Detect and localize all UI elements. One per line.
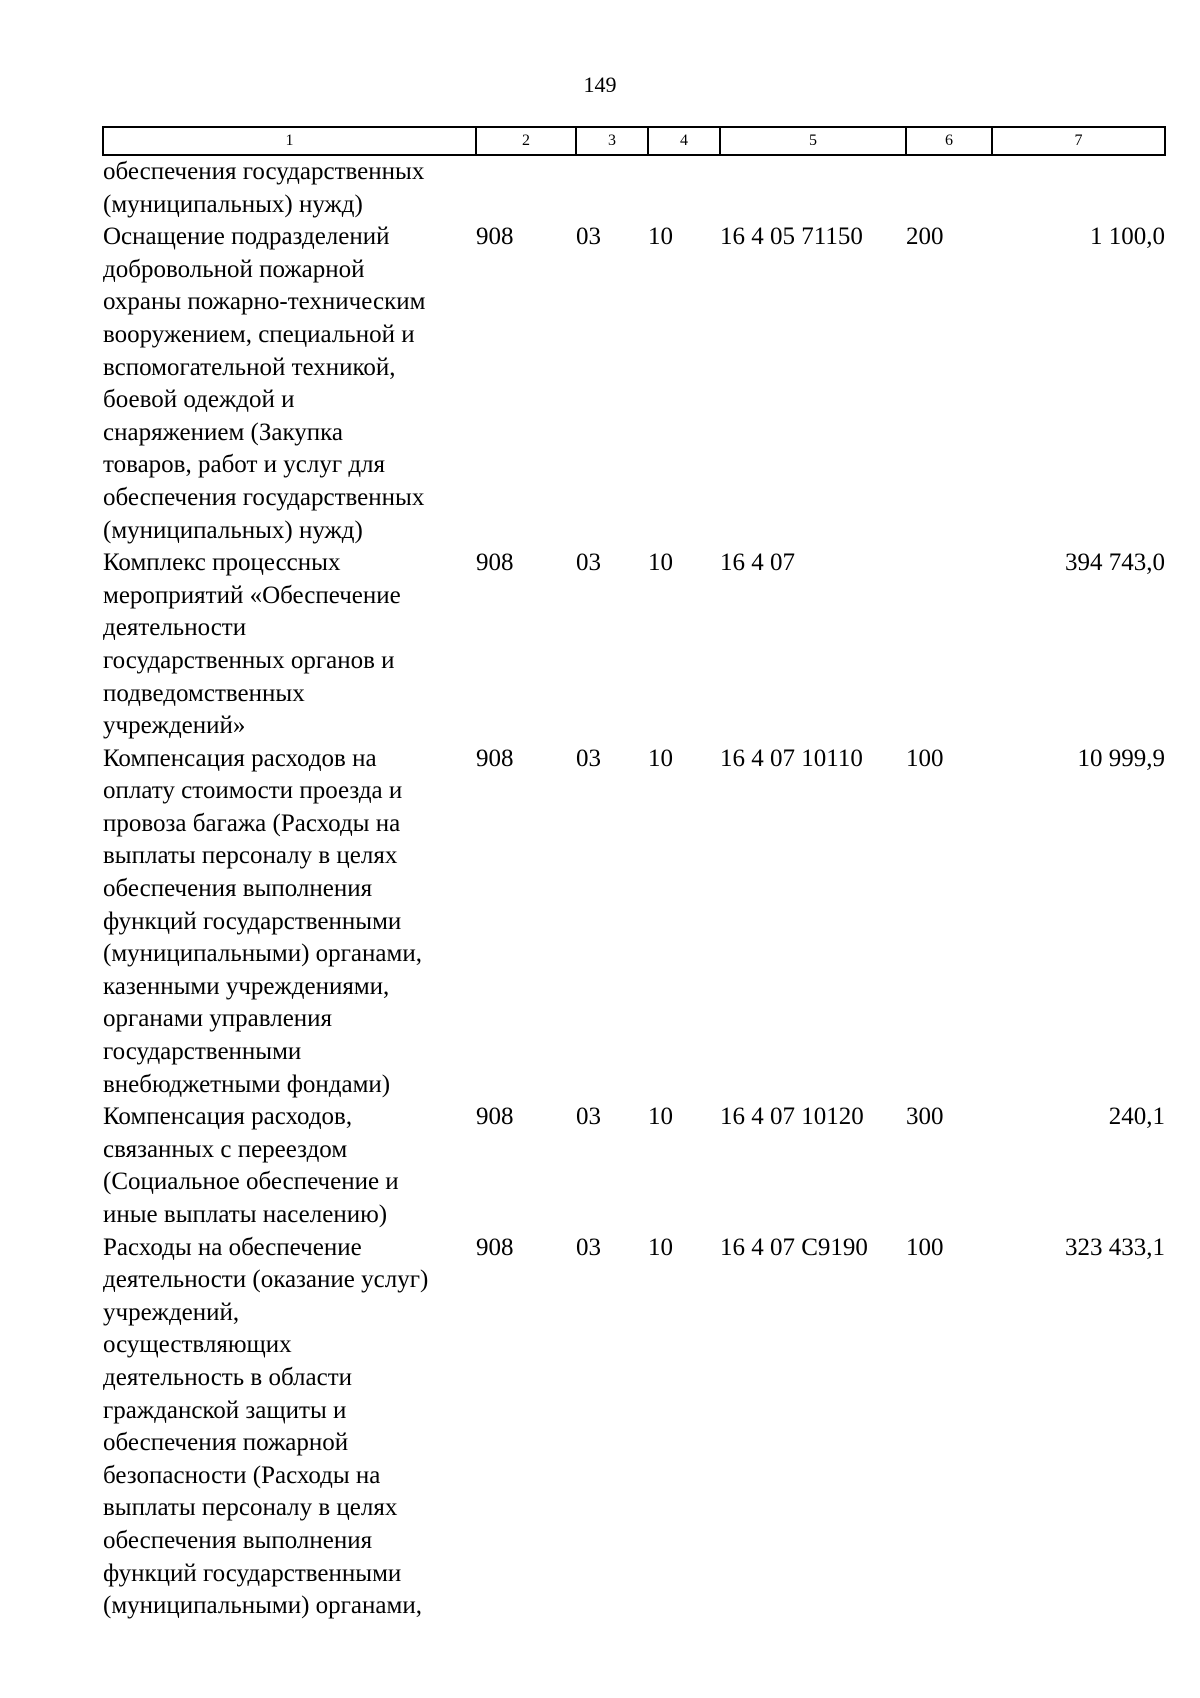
section-code-cell: 03	[576, 1233, 601, 1261]
expense-name-line: охраны пожарно-техническим	[103, 288, 426, 316]
subsection-code-cell: 10	[648, 223, 673, 251]
expense-name-line: выплаты персоналу в целях	[103, 1494, 398, 1522]
expense-name-cell	[103, 1101, 476, 1231]
table-row	[103, 547, 1165, 743]
expense-name-line: Оснащение подразделений	[103, 223, 390, 251]
amount-cell: 10 999,9	[1077, 744, 1165, 772]
expense-name-line: добровольной пожарной	[103, 255, 365, 283]
ministry-code-cell: 908	[476, 549, 514, 577]
subsection-code-cell: 10	[648, 1233, 673, 1261]
expense-name-line: гражданской защиты и	[103, 1396, 347, 1424]
amount-cell	[992, 155, 1165, 221]
column-header-1: 1	[103, 127, 476, 155]
expense-name-line: (Социальное обеспечение и	[103, 1168, 399, 1196]
ministry-code-cell: 908	[476, 1103, 514, 1131]
expense-name-line: внебюджетными фондами)	[103, 1070, 391, 1098]
expense-type-cell: 100	[906, 1233, 944, 1261]
expense-name-line: (муниципальными) органами,	[103, 940, 422, 968]
expense-name-line: Расходы на обеспечение	[103, 1233, 362, 1261]
expense-name-line: снаряжением (Закупка	[103, 418, 344, 446]
expense-name-line: вооружением, специальной и	[103, 320, 415, 348]
expense-name-line: деятельности (оказание услуг)	[103, 1266, 429, 1294]
column-header-7: 7	[992, 127, 1165, 155]
expense-name-line: казенными учреждениями,	[103, 972, 390, 1000]
expense-name-line: (муниципальных) нужд)	[103, 190, 363, 218]
expense-name-line: боевой одеждой и	[103, 386, 295, 414]
target-article-cell: 16 4 07 С9190	[720, 1233, 868, 1261]
page-number: 149	[583, 72, 617, 97]
expense-name-line: товаров, работ и услуг для	[103, 451, 386, 479]
expense-name-line: обеспечения выполнения	[103, 875, 373, 903]
ministry-code-cell: 908	[476, 223, 514, 251]
table-row	[103, 221, 1165, 547]
expense-name-cell	[103, 221, 476, 547]
expense-name-line: государственными	[103, 1038, 302, 1066]
expense-name-line: иные выплаты населению)	[103, 1201, 388, 1228]
table-row	[103, 1232, 1165, 1623]
budget-table	[102, 126, 1166, 1623]
column-header-5: 5	[720, 127, 906, 155]
section-code-cell: 03	[576, 1103, 601, 1131]
expense-name-line: обеспечения выполнения	[103, 1526, 373, 1554]
column-header-6: 6	[906, 127, 992, 155]
target-article-cell: 16 4 07 10110	[720, 744, 863, 772]
expense-name-line: обеспечения государственных	[103, 158, 425, 185]
amount-cell: 323 433,1	[1065, 1233, 1165, 1261]
expense-name-line: осуществляющих	[103, 1331, 292, 1359]
expense-name-line: функций государственными	[103, 907, 402, 935]
section-code-cell	[576, 155, 648, 221]
ministry-code-cell	[476, 155, 576, 221]
expense-name-line: оплату стоимости проезда и	[103, 777, 403, 805]
expense-name-cell	[103, 155, 476, 221]
column-header-3: 3	[576, 127, 648, 155]
target-article-cell: 16 4 07 10120	[720, 1103, 864, 1131]
expense-name-line: государственных органов и	[103, 646, 395, 674]
target-article-cell: 16 4 07	[720, 549, 795, 577]
subsection-code-cell: 10	[648, 1103, 673, 1131]
table-row	[103, 155, 1165, 221]
expense-name-cell	[103, 1232, 476, 1623]
expense-name-line: Компенсация расходов,	[103, 1103, 353, 1131]
table-body	[103, 155, 1165, 1623]
expense-type-cell	[906, 155, 992, 221]
expense-name-line: вспомогательной техникой,	[103, 353, 396, 381]
expense-name-line: выплаты персоналу в целях	[103, 842, 398, 870]
section-code-cell: 03	[576, 744, 601, 772]
header-row	[103, 127, 1165, 155]
section-code-cell: 03	[576, 223, 601, 251]
expense-name-line: (муниципальных) нужд)	[103, 516, 363, 544]
expense-name-line: функций государственными	[103, 1559, 402, 1587]
target-article-cell	[720, 155, 906, 221]
subsection-code-cell: 10	[648, 744, 673, 772]
subsection-code-cell: 10	[648, 549, 673, 577]
amount-cell: 394 743,0	[1065, 549, 1165, 577]
expense-type-cell: 300	[906, 1103, 944, 1131]
ministry-code-cell: 908	[476, 744, 514, 772]
ministry-code-cell: 908	[476, 1233, 514, 1261]
column-header-4: 4	[648, 127, 720, 155]
expense-name-cell	[103, 547, 476, 743]
expense-name-line: деятельность в области	[103, 1363, 353, 1391]
expense-name-line: Компенсация расходов на	[103, 744, 377, 772]
expense-name-line: безопасности (Расходы на	[103, 1461, 381, 1489]
expense-name-line: связанных с переездом	[103, 1135, 348, 1163]
column-header-2: 2	[476, 127, 576, 155]
target-article-cell: 16 4 05 71150	[720, 223, 863, 251]
expense-name-line: учреждений»	[103, 712, 246, 740]
expense-name-line: обеспечения государственных	[103, 483, 425, 511]
expense-name-cell	[103, 743, 476, 1102]
amount-cell: 240,1	[1108, 1103, 1165, 1131]
expense-type-cell: 100	[906, 744, 944, 772]
expense-name-line: подведомственных	[103, 679, 305, 707]
expense-type-cell: 200	[906, 223, 944, 251]
expense-name-line: органами управления	[103, 1005, 333, 1033]
table-header	[103, 127, 1165, 155]
expense-name-line: деятельности	[103, 614, 247, 642]
expense-name-line: учреждений,	[103, 1298, 240, 1326]
amount-cell: 1 100,0	[1090, 223, 1165, 251]
expense-name-line: провоза багажа (Расходы на	[103, 809, 401, 837]
table-row	[103, 743, 1165, 1102]
expense-name-line: Комплекс процессных	[103, 549, 341, 577]
expense-name-line: мероприятий «Обеспечение	[103, 581, 401, 609]
subsection-code-cell	[648, 155, 720, 221]
expense-name-line: (муниципальными) органами,	[103, 1592, 422, 1620]
table-row	[103, 1101, 1165, 1231]
section-code-cell: 03	[576, 549, 601, 577]
expense-type-cell	[906, 547, 992, 743]
expense-name-line: обеспечения пожарной	[103, 1429, 349, 1457]
